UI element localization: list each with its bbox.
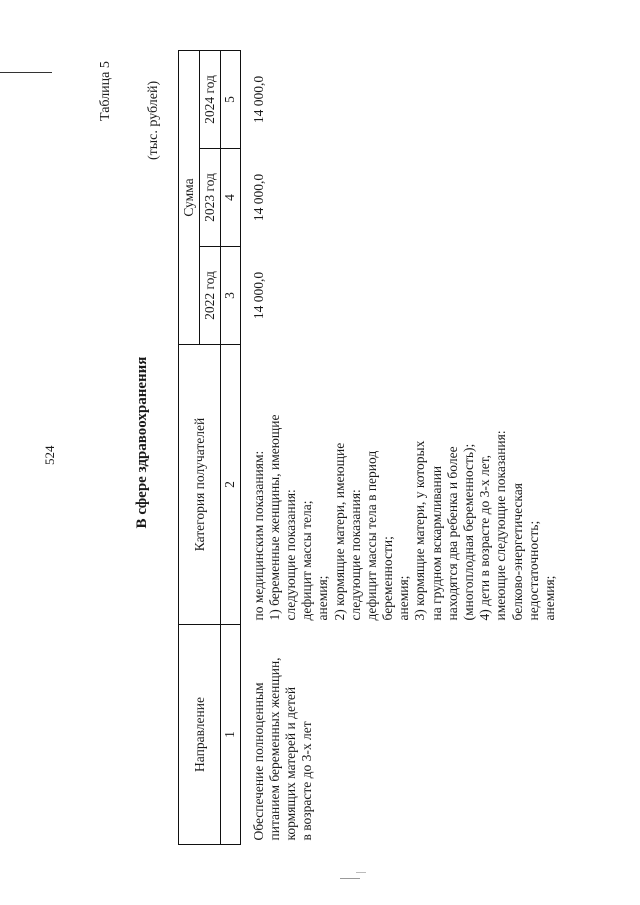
header-row bbox=[179, 51, 200, 845]
column-number: 5 bbox=[221, 51, 240, 149]
category-line: 1) беременные женщины, имеющие bbox=[266, 414, 282, 621]
column-number: 2 bbox=[221, 345, 240, 625]
category-line: на грудном вскармливании bbox=[428, 465, 444, 621]
category-line: находятся два ребенка и более bbox=[444, 446, 460, 621]
section-title-text: В сфере здравоохранения bbox=[134, 356, 150, 529]
funding-table bbox=[178, 50, 560, 845]
header-sum: Сумма bbox=[179, 51, 200, 345]
category-cell bbox=[240, 345, 560, 625]
category-line: анемия; bbox=[396, 575, 412, 621]
column-number: 4 bbox=[221, 149, 240, 247]
category-line: беременности; bbox=[380, 536, 396, 621]
category-line: дефицит массы тела; bbox=[299, 500, 315, 621]
category-line: 3) кормящие матери, у которых bbox=[412, 440, 428, 621]
table-label: Таблица 5 bbox=[98, 61, 113, 121]
header-direction: Направление bbox=[179, 625, 221, 845]
category-line: по медицинским показаниям: bbox=[250, 450, 266, 621]
category-line: следующие показания: bbox=[282, 489, 298, 621]
direction-line: Обеспечение полноценным bbox=[250, 682, 266, 841]
direction-cell bbox=[240, 625, 560, 845]
header-year: 2022 год bbox=[200, 247, 221, 345]
page-number: 524 bbox=[42, 445, 57, 465]
category-line: имеющие следующие показания: bbox=[493, 430, 509, 621]
amount-2023: 14 000,0 bbox=[250, 173, 266, 222]
category-line: дефицит массы тела в период bbox=[363, 450, 379, 621]
category-line: белково-энергетическая bbox=[509, 483, 525, 621]
direction-line: питанием беременных женщин, bbox=[266, 657, 282, 841]
category-line: (многоплодная беременность); bbox=[461, 443, 476, 621]
category-line: недостаточность; bbox=[525, 520, 541, 621]
direction-line: кормящих матерей и детей bbox=[282, 686, 298, 841]
category-line: 2) кормящие матери, имеющие bbox=[331, 442, 347, 621]
column-number: 3 bbox=[221, 247, 240, 345]
category-line: 4) дети в возрасте до 3-х лет, bbox=[477, 455, 493, 621]
category-line: следующие показания: bbox=[347, 489, 363, 621]
category-line: анемия; bbox=[315, 575, 331, 621]
amount-2024: 14 000,0 bbox=[250, 75, 266, 124]
amount-2022: 14 000,0 bbox=[250, 271, 266, 320]
units-label: (тыс. рублей) bbox=[146, 80, 161, 160]
column-number-row bbox=[221, 51, 240, 845]
header-category: Категория получателей bbox=[179, 345, 221, 625]
category-line: анемия; bbox=[541, 575, 557, 621]
direction-line: в возрасте до 3-х лет bbox=[299, 721, 315, 841]
header-year: 2023 год bbox=[200, 149, 221, 247]
header-year: 2024 год bbox=[200, 51, 221, 149]
column-number: 1 bbox=[221, 625, 240, 845]
table-row bbox=[240, 51, 560, 845]
